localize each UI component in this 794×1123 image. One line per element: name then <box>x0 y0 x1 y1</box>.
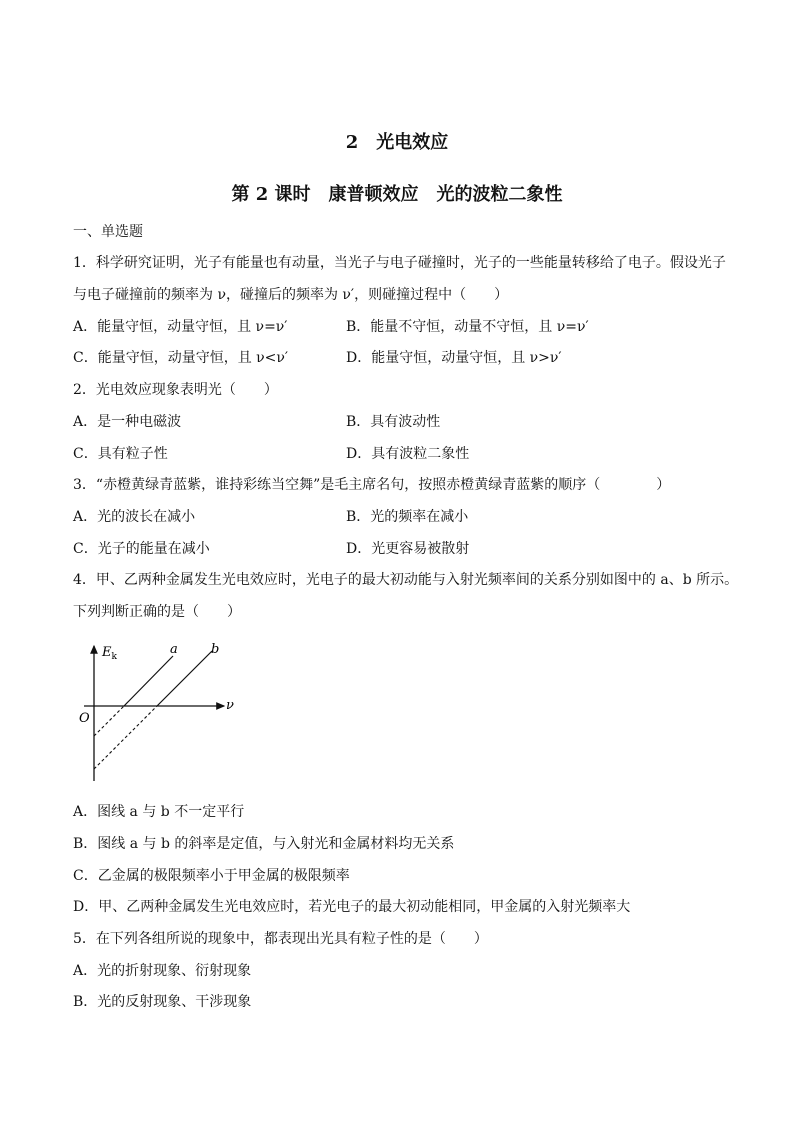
q3-option-c: C．光子的能量在减小 <box>73 541 210 557</box>
q1-option-a: A．能量守恒，动量守恒，且 ν=ν′ <box>73 319 288 335</box>
q2-option-d: D．具有波粒二象性 <box>346 446 470 462</box>
q4-option-c: C．乙金属的极限频率小于甲金属的极限频率 <box>73 868 350 884</box>
q5-stem: 5．在下列各组所说的现象中，都表现出光具有粒子性的是（ ） <box>73 931 488 947</box>
x-axis-label: ν <box>226 698 234 713</box>
page-title: 2 光电效应 <box>345 132 449 153</box>
page-subtitle: 第 2 课时 康普顿效应 光的波粒二象性 <box>231 184 563 205</box>
line-a-solid <box>124 656 173 706</box>
q5-option-a: A．光的折射现象、衍射现象 <box>73 963 252 979</box>
q3-stem: 3．“赤橙黄绿青蓝紫，谁持彩练当空舞”是毛主席名句，按照赤橙黄绿青蓝紫的顺序（ ） <box>73 477 671 493</box>
section-heading: 一、单选题 <box>73 224 143 240</box>
ek-vs-frequency-figure <box>76 636 246 786</box>
q4-stem-line2: 下列判断正确的是（ ） <box>73 604 241 620</box>
q1-option-d: D．能量守恒，动量守恒，且 ν>ν′ <box>346 350 562 366</box>
q2-stem: 2．光电效应现象表明光（ ） <box>73 382 278 398</box>
q1-option-c: C．能量守恒，动量守恒，且 ν<ν′ <box>73 350 289 366</box>
q2-option-b: B．具有波动性 <box>346 414 441 430</box>
q3-option-d: D．光更容易被散射 <box>346 541 470 557</box>
q3-option-a: A．光的波长在减小 <box>73 509 196 525</box>
q5-option-b: B．光的反射现象、干涉现象 <box>73 994 252 1010</box>
q4-option-b: B．图线 a 与 b 的斜率是定值，与入射光和金属材料均无关系 <box>73 836 455 852</box>
line-a-label: a <box>170 642 178 657</box>
origin-label: O <box>79 711 90 726</box>
q2-option-a: A．是一种电磁波 <box>73 414 182 430</box>
q1-stem-line2: 与电子碰撞前的频率为 ν，碰撞后的频率为 ν′，则碰撞过程中（ ） <box>73 287 509 303</box>
line-a-dashed <box>94 706 124 736</box>
q4-option-d: D．甲、乙两种金属发生光电效应时，若光电子的最大初动能相同，甲金属的入射光频率大 <box>73 899 631 915</box>
line-b-solid <box>157 651 212 706</box>
line-b-label: b <box>211 642 220 657</box>
q1-option-b: B．能量不守恒，动量不守恒，且 ν=ν′ <box>346 319 589 335</box>
q1-stem-line1: 1．科学研究证明，光子有能量也有动量，当光子与电子碰撞时，光子的一些能量转移给了电子。假设光子 <box>73 255 726 271</box>
q2-option-c: C．具有粒子性 <box>73 446 168 462</box>
q3-option-b: B．光的频率在减小 <box>346 509 469 525</box>
line-b-dashed <box>94 706 157 769</box>
q4-stem-line1: 4．甲、乙两种金属发生光电效应时，光电子的最大初动能与入射光频率间的关系分别如图中的 a、b 所示。 <box>73 572 739 588</box>
q4-option-a: A．图线 a 与 b 不一定平行 <box>73 804 245 820</box>
y-axis-label: $E_k$ <box>102 645 117 662</box>
